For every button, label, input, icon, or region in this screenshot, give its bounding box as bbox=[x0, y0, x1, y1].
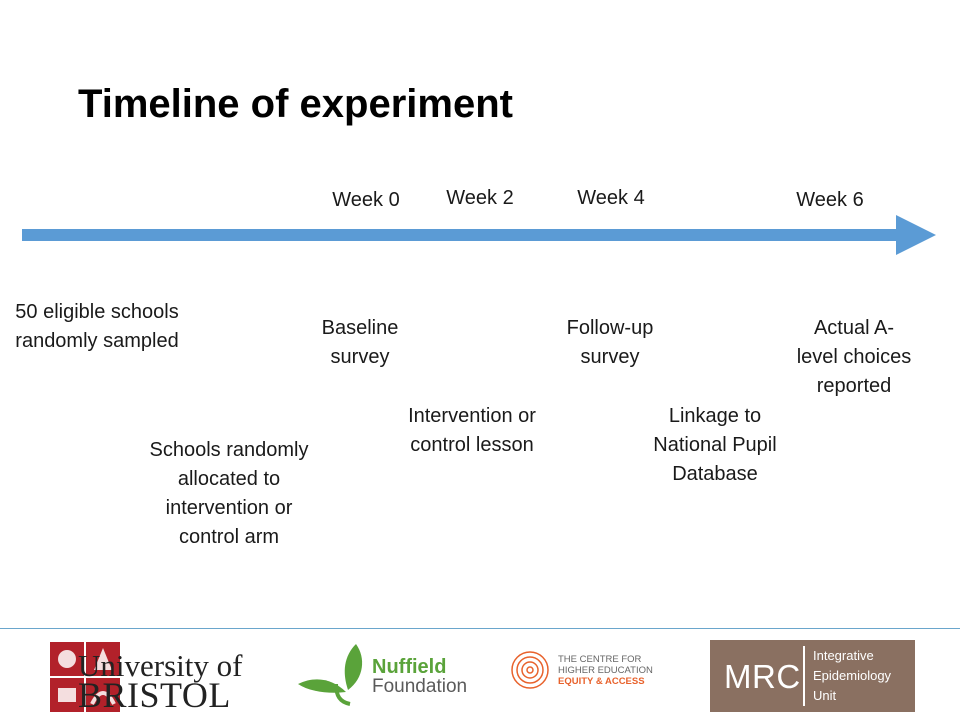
nuffield-logo-line1: Nuffield bbox=[372, 656, 447, 678]
event-line: randomly sampled bbox=[15, 330, 179, 352]
mrc-logo-line1: Integrative bbox=[813, 648, 874, 663]
slide-title: Timeline of experiment bbox=[78, 82, 513, 126]
event-line: survey bbox=[580, 346, 640, 368]
nuffield-logo-line2: Foundation bbox=[372, 676, 468, 697]
bristol-logo-line2: BRISTOL bbox=[78, 675, 231, 715]
mrc-logo-divider bbox=[803, 646, 805, 706]
mrc-logo bbox=[710, 640, 915, 712]
event-line: Database bbox=[672, 463, 758, 485]
footer-divider bbox=[0, 628, 960, 629]
event-intervention-lesson bbox=[382, 402, 562, 460]
event-line: control lesson bbox=[410, 434, 534, 456]
event-followup-survey bbox=[550, 314, 670, 372]
event-line: Intervention or bbox=[408, 405, 536, 427]
event-schools-allocated bbox=[124, 436, 334, 552]
nuffield-seed-icon bbox=[296, 642, 372, 708]
event-line: Actual A- bbox=[813, 317, 895, 339]
event-line: Baseline bbox=[321, 317, 399, 339]
week-label-6: Week 6 bbox=[796, 189, 864, 211]
event-line: Schools randomly bbox=[149, 439, 309, 461]
event-line: allocated to bbox=[177, 468, 281, 490]
event-line: National Pupil bbox=[653, 434, 777, 456]
event-line: level choices bbox=[796, 346, 912, 368]
mrc-logo-line2: Epidemiology bbox=[813, 668, 892, 683]
event-npd-linkage bbox=[630, 402, 800, 489]
week-label-4: Week 4 bbox=[577, 187, 645, 209]
event-line: survey bbox=[330, 346, 390, 368]
week-label-2: Week 2 bbox=[446, 187, 514, 209]
bristol-logo-line1: University of bbox=[78, 648, 243, 683]
event-line: intervention or bbox=[165, 497, 293, 519]
cheea-logo-line2: HIGHER EDUCATION bbox=[558, 665, 653, 676]
event-line: 50 eligible schools bbox=[15, 301, 179, 323]
event-baseline-survey bbox=[300, 314, 420, 372]
week-label-0: Week 0 bbox=[332, 189, 400, 211]
concentric-circles-icon bbox=[510, 650, 554, 690]
event-line: Linkage to bbox=[668, 405, 762, 427]
event-line: reported bbox=[816, 375, 892, 397]
mrc-logo-line3: Unit bbox=[813, 688, 837, 703]
cheea-logo-line3: EQUITY & ACCESS bbox=[558, 676, 645, 687]
mrc-logo-mark: MRC bbox=[724, 658, 801, 695]
event-line: Follow-up bbox=[566, 317, 654, 339]
event-choices-reported bbox=[774, 314, 934, 401]
cheea-logo-line1: THE CENTRE FOR bbox=[558, 654, 642, 665]
timeline-arrow bbox=[0, 0, 960, 260]
event-line: control arm bbox=[178, 526, 280, 548]
event-schools-sampled bbox=[0, 298, 202, 356]
